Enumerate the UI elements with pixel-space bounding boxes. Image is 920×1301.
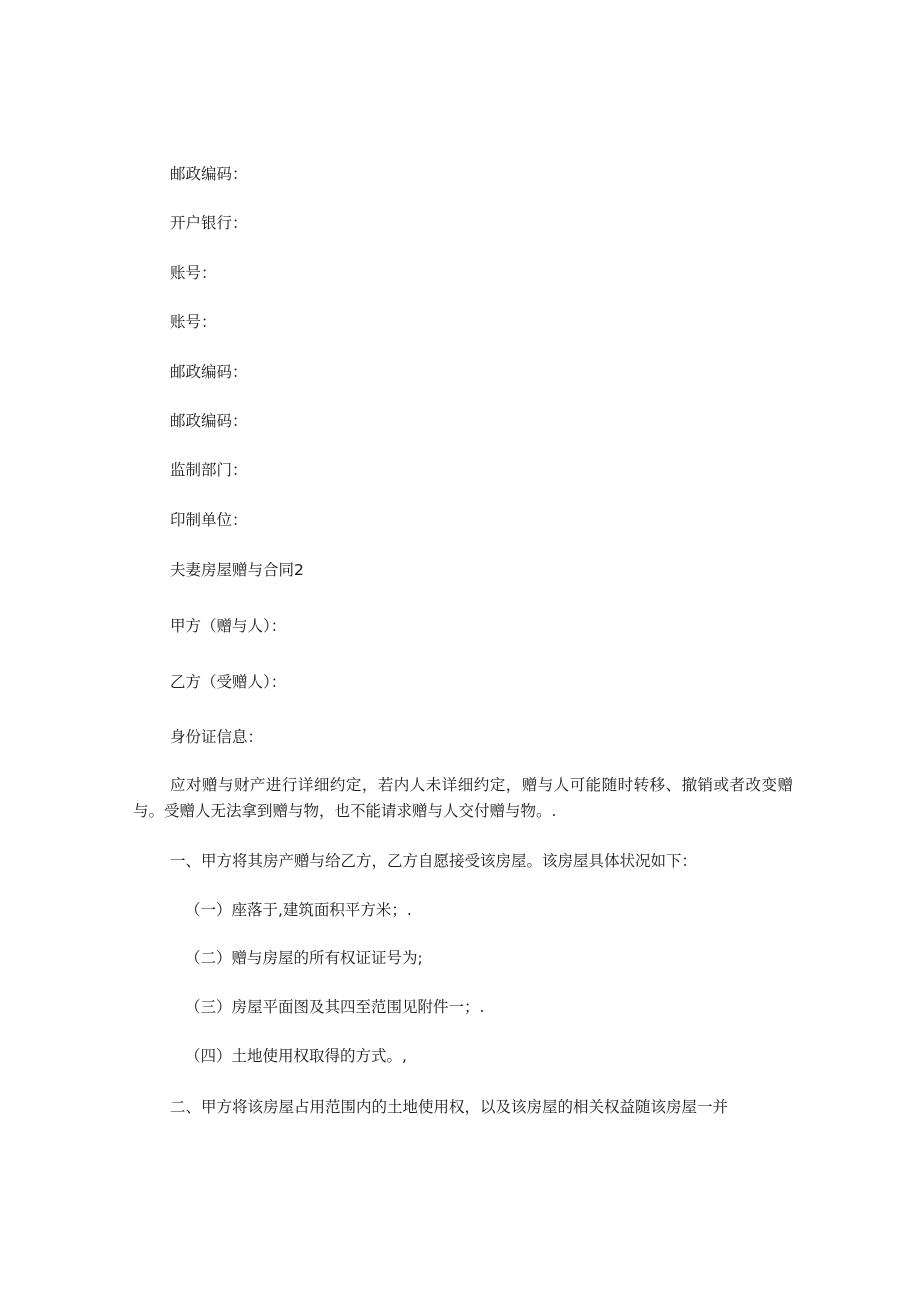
clause-1: 一、甲方将其房产赠与给乙方，乙方自愿接受该房屋。该房屋具体状况如下： <box>170 852 698 870</box>
intro-paragraph: 应对赠与财产进行详细约定，若内人未详细约定，赠与人可能随时转移、撤销或者改变赠与。受赠人无法拿到赠与物，也不能请求赠与人交付赠与物。. <box>133 776 793 820</box>
field-account: 账号： <box>170 264 217 282</box>
party-a: 甲方（赠与人）： <box>170 617 287 635</box>
clause-1-item: （二）赠与房屋的所有权证证号为; <box>185 949 423 967</box>
field-postal-code: 邮政编码： <box>170 165 248 183</box>
clause-2: 二、甲方将该房屋占用范围内的土地使用权，以及该房屋的相关权益随该房屋一并 <box>170 1098 729 1116</box>
id-info: 身份证信息： <box>170 728 264 746</box>
clause-1-item: （四）土地使用权取得的方式。, <box>185 1047 407 1065</box>
field-printing-unit: 印制单位： <box>170 511 248 529</box>
clause-1-item: （一）座落于,建筑面积平方米；. <box>185 901 412 919</box>
field-supervising-dept: 监制部门： <box>170 461 248 479</box>
field-bank: 开户银行： <box>170 214 248 232</box>
clause-1-item: （三）房屋平面图及其四至范围见附件一；. <box>185 998 485 1016</box>
contract-title: 夫妻房屋赠与合同2 <box>170 561 304 579</box>
field-postal-code: 邮政编码： <box>170 412 248 430</box>
field-postal-code: 邮政编码： <box>170 363 248 381</box>
field-account: 账号： <box>170 313 217 331</box>
party-b: 乙方（受赠人）： <box>170 673 287 691</box>
